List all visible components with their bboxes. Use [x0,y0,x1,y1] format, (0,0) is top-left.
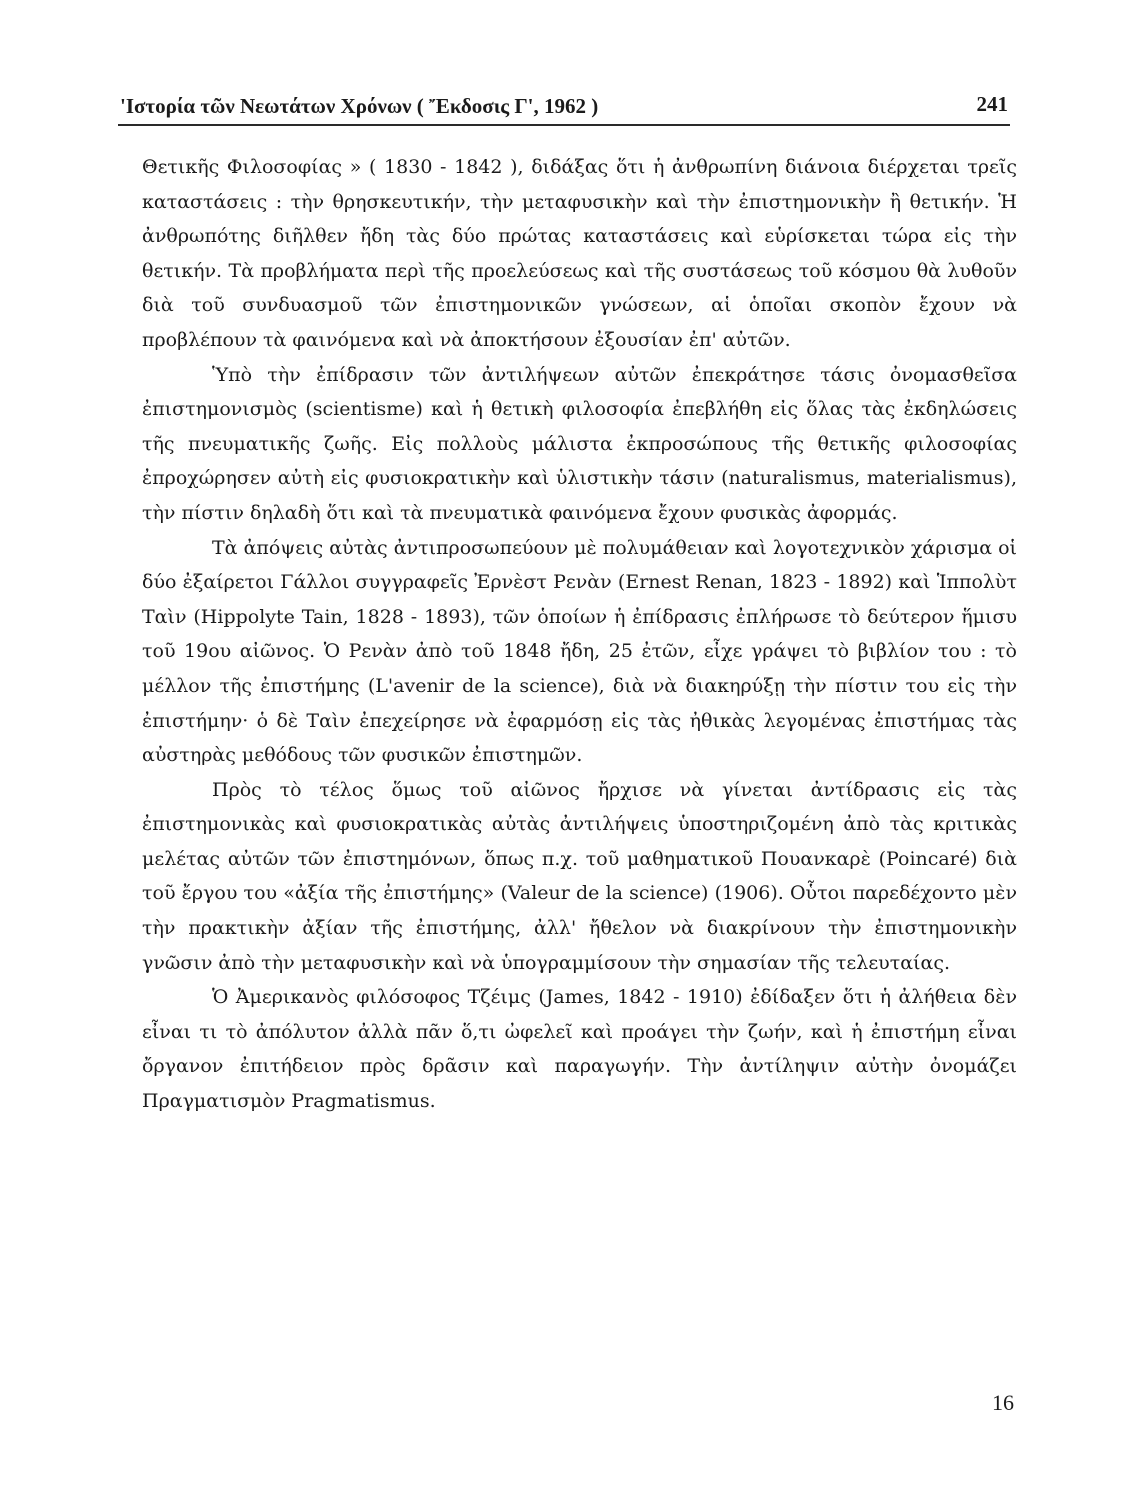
header-title: 'Ιστορία τῶν Νεωτάτων Χρόνων ( Ἔκδοσις Γ', 1962 ) [120,94,599,118]
signature-mark: 16 [992,1390,1014,1415]
page-number: 241 [976,92,1008,116]
paragraph-3: Τὰ ἀπόψεις αὐτὰς ἀντιπροσωπεύουν μὲ πολυμάθειαν καὶ λογοτεχνικὸν χάρισμα οἱ δύο ἐξαίρετοι Γάλλοι συγγραφεῖς Ἐρνὲστ Ρενὰν (Ernest Renan, 1823 - 1892) καὶ Ἱππολὺτ Ταὶν (Hippolyte Tain, 1828 - 1893), τῶν ὁποίων ἡ ἐπίδρασις ἐπλήρωσε τὸ δεύτερον ἥμισυ τοῦ 19ου αἰῶνος. Ὁ Ρενὰν ἀπὸ τοῦ 1848 ἤδη, 25 ἐτῶν, εἶχε γράψει τὸ βιβλίον του : τὸ μέλλον τῆς ἐπιστήμης (L'avenir de la science), διὰ νὰ διακηρύξῃ τὴν πίστιν του εἰς τὴν ἐπιστήμην· ὁ δὲ Ταὶν ἐπεχείρησε νὰ ἐφαρμόσῃ εἰς τὰς ἠθικὰς λεγομένας ἐπιστήμας τὰς αὐστηρὰς μεθόδους τῶν φυσικῶν ἐπιστημῶν. [142,536,1017,767]
running-header [118,84,1010,126]
paragraph-5: Ὁ Ἀμερικανὸς φιλόσοφος Τζέιμς (James, 1842 - 1910) ἐδίδαξεν ὅτι ἡ ἀλήθεια δὲν εἶναι τι τὸ ἀπόλυτον ἀλλὰ πᾶν ὅ,τι ὠφελεῖ καὶ προάγει τὴν ζωήν, καὶ ἡ ἐπιστήμη εἶναι ὄργανον ἐπιτήδειον πρὸς δρᾶσιν καὶ παραγωγήν. Τὴν ἀντίληψιν αὐτὴν ὀνομάζει Πραγματισμὸν Pragmatismus. [142,986,1017,1113]
body-text [142,150,1017,1119]
paragraph-1: Θετικῆς Φιλοσοφίας » ( 1830 - 1842 ), διδάξας ὅτι ἡ ἀνθρωπίνη διάνοια διέρχεται τρεῖς καταστάσεις : τὴν θρησκευτικήν, τὴν μεταφυσικὴν καὶ τὴν ἐπιστημονικὴν ἢ θετικήν. Ἡ ἀνθρωπότης διῆλθεν ἤδη τὰς δύο πρώτας καταστάσεις καὶ εὑρίσκεται τώρα εἰς τὴν θετικήν. Τὰ προβλήματα περὶ τῆς προελεύσεως καὶ τῆς συστάσεως τοῦ κόσμου θὰ λυθοῦν διὰ τοῦ συνδυασμοῦ τῶν ἐπιστημονικῶν γνώσεων, αἱ ὁποῖαι σκοπὸν ἔχουν νὰ προβλέπουν τὰ φαινόμενα καὶ νὰ ἀποκτήσουν ἐξουσίαν ἐπ' αὐτῶν. [142,156,1017,351]
paragraph-4: Πρὸς τὸ τέλος ὅμως τοῦ αἰῶνος ἤρχισε νὰ γίνεται ἀντίδρασις εἰς τὰς ἐπιστημονικὰς καὶ φυσιοκρατικὰς αὐτὰς ἀντιλήψεις ὑποστηριζομένη ἀπὸ τὰς κριτικὰς μελέτας αὐτῶν τῶν ἐπιστημόνων, ὅπως π.χ. τοῦ μαθηματικοῦ Πουανκαρὲ (Poincaré) διὰ τοῦ ἔργου του «ἀξία τῆς ἐπιστήμης» (Valeur de la science) (1906). Οὗτοι παρεδέχοντο μὲν τὴν πρακτικὴν ἀξίαν τῆς ἐπιστήμης, ἀλλ' ἤθελον νὰ διακρίνουν τὴν ἐπιστημονικὴν γνῶσιν ἀπὸ τὴν μεταφυσικὴν καὶ νὰ ὑπογραμμίσουν τὴν σημασίαν τῆς τελευταίας. [142,778,1017,974]
paragraph-2: Ὑπὸ τὴν ἐπίδρασιν τῶν ἀντιλήψεων αὐτῶν ἐπεκράτησε τάσις ὀνομασθεῖσα ἐπιστημονισμὸς (scientisme) καὶ ἡ θετικὴ φιλοσοφία ἐπεβλήθη εἰς ὅλας τὰς ἐκδηλώσεις τῆς πνευματικῆς ζωῆς. Εἰς πολλοὺς μάλιστα ἐκπροσώπους τῆς θετικῆς φιλοσοφίας ἐπροχώρησεν αὐτὴ εἰς φυσιοκρατικὴν καὶ ὑλιστικὴν τάσιν (naturalismus, materialismus), τὴν πίστιν δηλαδὴ ὅτι καὶ τὰ πνευματικὰ φαινόμενα ἔχουν φυσικὰς ἀφορμάς. [142,363,1017,524]
